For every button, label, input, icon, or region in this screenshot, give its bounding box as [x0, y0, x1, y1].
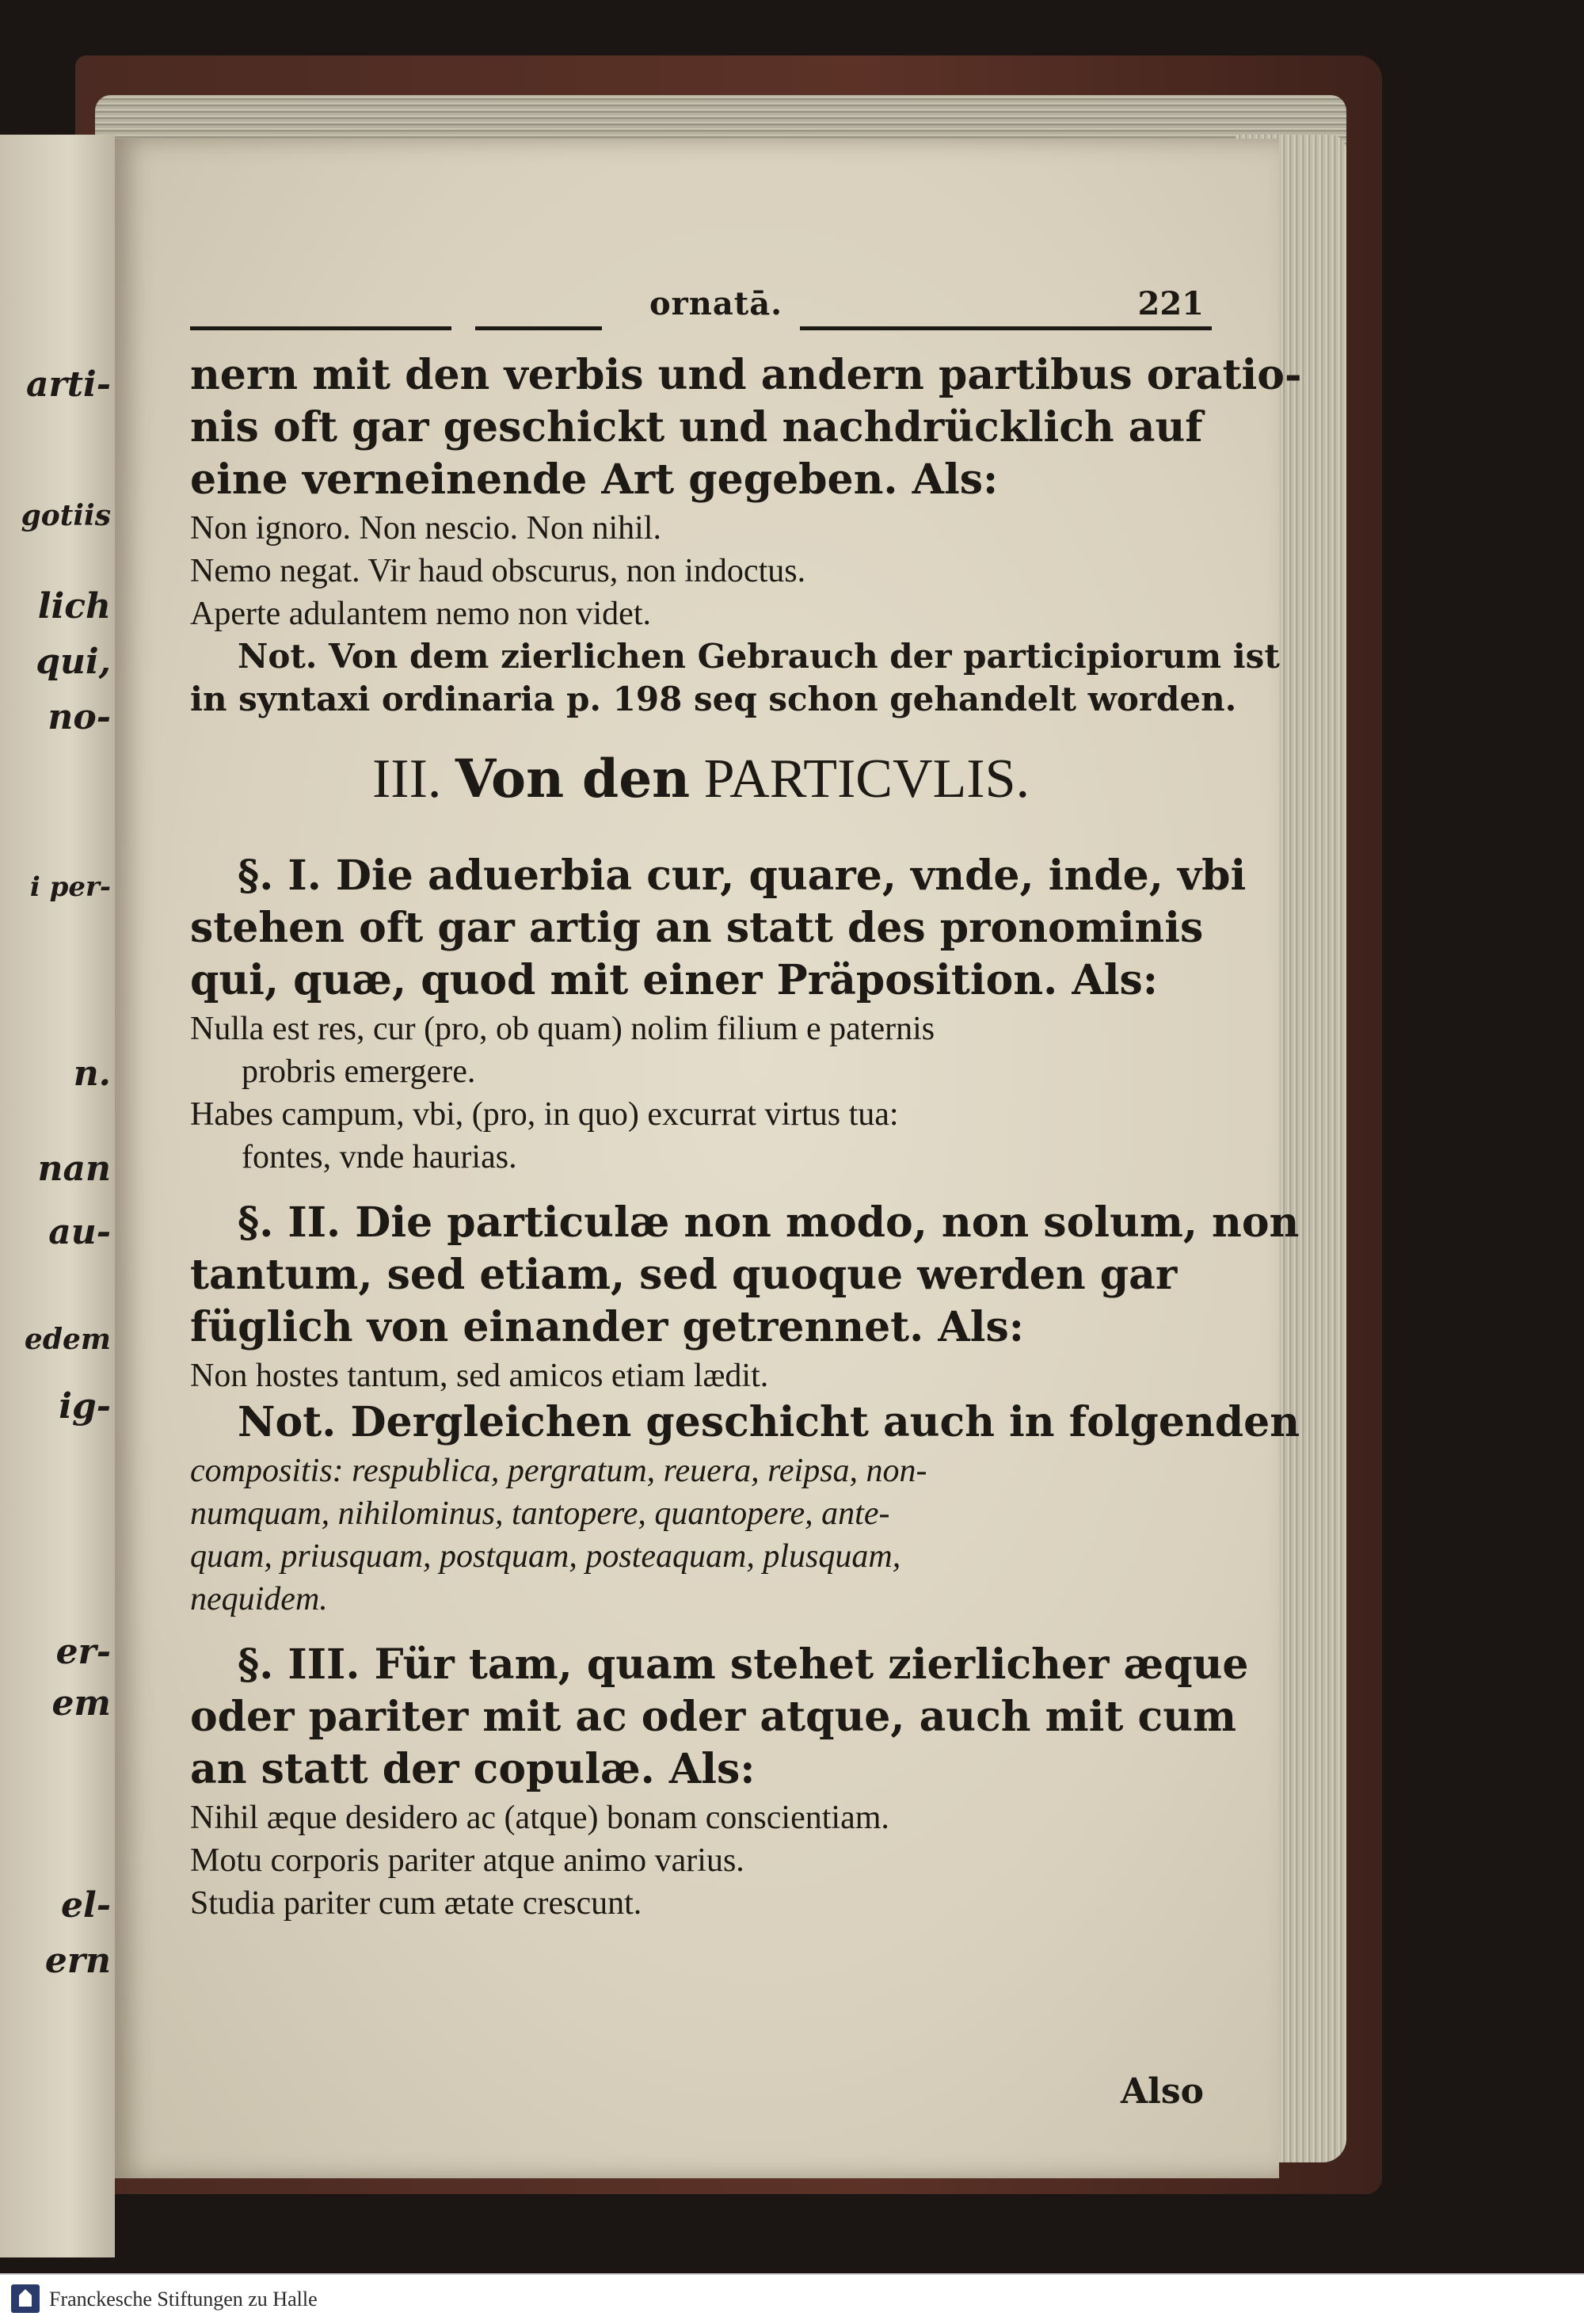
example-line: probris emergere.	[242, 1053, 476, 1090]
left-fragment: em	[51, 1683, 111, 1724]
header-rule	[800, 326, 1212, 330]
running-head-title: ornatā.	[649, 285, 783, 322]
example-line: Non hostes tantum, sed amicos etiam lædit.	[190, 1358, 769, 1394]
text-line: nern mit den verbis und andern partibus oratio-	[190, 351, 1302, 399]
paragraph-line: an statt der copulæ. Als:	[190, 1745, 756, 1793]
paragraph-line: tantum, sed etiam, sed quoque werden gar	[190, 1251, 1178, 1299]
header-rule	[190, 326, 451, 330]
example-line: Nemo negat. Vir haud obscurus, non indoctus.	[190, 553, 806, 589]
header-rule	[475, 326, 602, 330]
page-body	[190, 351, 1302, 1930]
page-number: 221	[1137, 285, 1204, 322]
running-head	[190, 285, 1212, 341]
paragraph-line: stehen oft gar artig an statt des pronominis	[190, 904, 1204, 952]
paragraph-line: oder pariter mit ac oder atque, auch mit cum	[190, 1693, 1237, 1741]
catchword: Also	[1121, 2071, 1204, 2112]
text-line: eine verneinende Art gegeben. Als:	[190, 455, 999, 504]
paragraph-line: §. II. Die particulæ non modo, non solum, non	[238, 1198, 1300, 1247]
left-fragment: edem	[24, 1323, 111, 1356]
note-line: quam, priusquam, postquam, posteaquam, plusquam,	[190, 1538, 901, 1575]
example-line: Nulla est res, cur (pro, ob quam) nolim filium e paternis	[190, 1011, 935, 1047]
left-fragment: gotiis	[21, 499, 111, 532]
left-fragment: n.	[73, 1053, 111, 1094]
example-line: Aperte adulantem nemo non videt.	[190, 596, 651, 632]
heading-fraktur: Von den	[455, 748, 691, 810]
footer-bar	[0, 2273, 1584, 2324]
left-fragment: no-	[48, 697, 111, 737]
paragraph-line: §. III. Für tam, quam stehet zierlicher æque	[238, 1640, 1249, 1689]
left-fragment: au-	[48, 1212, 111, 1252]
left-fragment: qui,	[36, 642, 111, 682]
left-fragment: er-	[55, 1632, 111, 1672]
example-line: Nihil æque desidero ac (atque) bonam conscientiam.	[190, 1800, 889, 1836]
paragraph-line: füglich von einander getrennet. Als:	[190, 1303, 1024, 1351]
example-line: fontes, vnde haurias.	[242, 1139, 517, 1175]
note-line: Not. Dergleichen geschicht auch in folgenden	[238, 1398, 1300, 1446]
note-line: nequidem.	[190, 1581, 328, 1617]
left-fragment: i per-	[29, 871, 111, 903]
note-line: Not. Von dem zierlichen Gebrauch der participiorum ist	[238, 637, 1280, 676]
left-page	[0, 135, 115, 2257]
left-fragment: ern	[44, 1941, 111, 1981]
left-fragment: el-	[61, 1885, 111, 1926]
right-page	[115, 139, 1302, 2178]
heading-numeral: III.	[371, 749, 442, 810]
note-line: in syntaxi ordinaria p. 198 seq schon gehandelt worden.	[190, 680, 1237, 718]
note-line: numquam, nihilominus, tantopere, quantopere, ante-	[190, 1495, 890, 1532]
left-fragment: arti-	[26, 364, 111, 405]
paragraph-line: §. I. Die aduerbia cur, quare, vnde, inde, vbi	[238, 851, 1247, 900]
note-line: compositis: respublica, pergratum, reuera, reipsa, non-	[190, 1453, 927, 1489]
example-line: Motu corporis pariter atque animo varius.	[190, 1842, 744, 1879]
example-line: Non ignoro. Non nescio. Non nihil.	[190, 510, 661, 547]
left-fragment: lich	[37, 586, 111, 627]
text-line: nis oft gar geschickt und nachdrücklich auf	[190, 403, 1203, 451]
institution-logo-icon	[11, 2284, 40, 2313]
left-fragment: ig-	[59, 1386, 111, 1427]
example-line: Studia pariter cum ætate crescunt.	[190, 1885, 642, 1922]
institution-name: Franckesche Stiftungen zu Halle	[49, 2288, 318, 2311]
section-heading	[190, 748, 1212, 811]
heading-latin: PARTICVLIS.	[703, 749, 1030, 810]
example-line: Habes campum, vbi, (pro, in quo) excurrat virtus tua:	[190, 1096, 899, 1133]
paragraph-line: qui, quæ, quod mit einer Präposition. Als:	[190, 956, 1158, 1004]
left-fragment: nan	[37, 1149, 111, 1189]
